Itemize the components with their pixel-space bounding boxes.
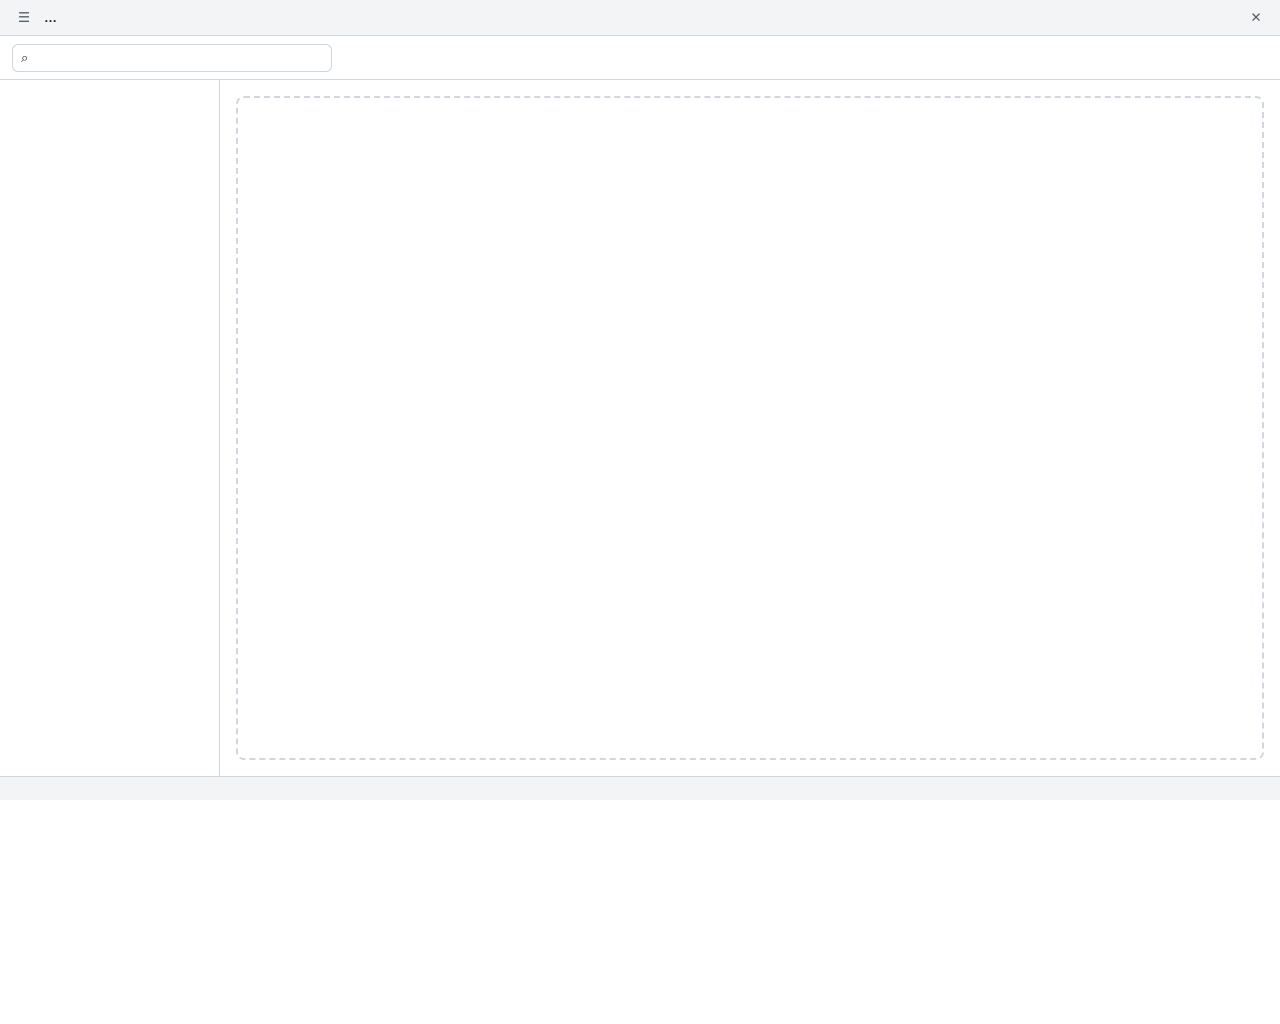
status-bar <box>0 776 1280 800</box>
window-title: … <box>44 10 57 25</box>
search-input[interactable] <box>34 50 323 65</box>
close-icon[interactable]: ✕ <box>1244 6 1268 30</box>
toolbar <box>0 36 1280 80</box>
sidebar <box>0 80 220 776</box>
main-area <box>0 80 1280 776</box>
content-area <box>220 80 1280 776</box>
search-box[interactable] <box>12 44 332 72</box>
search-icon: ⌕ <box>21 49 29 65</box>
content-placeholder <box>236 96 1264 760</box>
title-bar <box>0 0 1280 36</box>
menu-icon[interactable]: ☰ <box>12 6 36 30</box>
